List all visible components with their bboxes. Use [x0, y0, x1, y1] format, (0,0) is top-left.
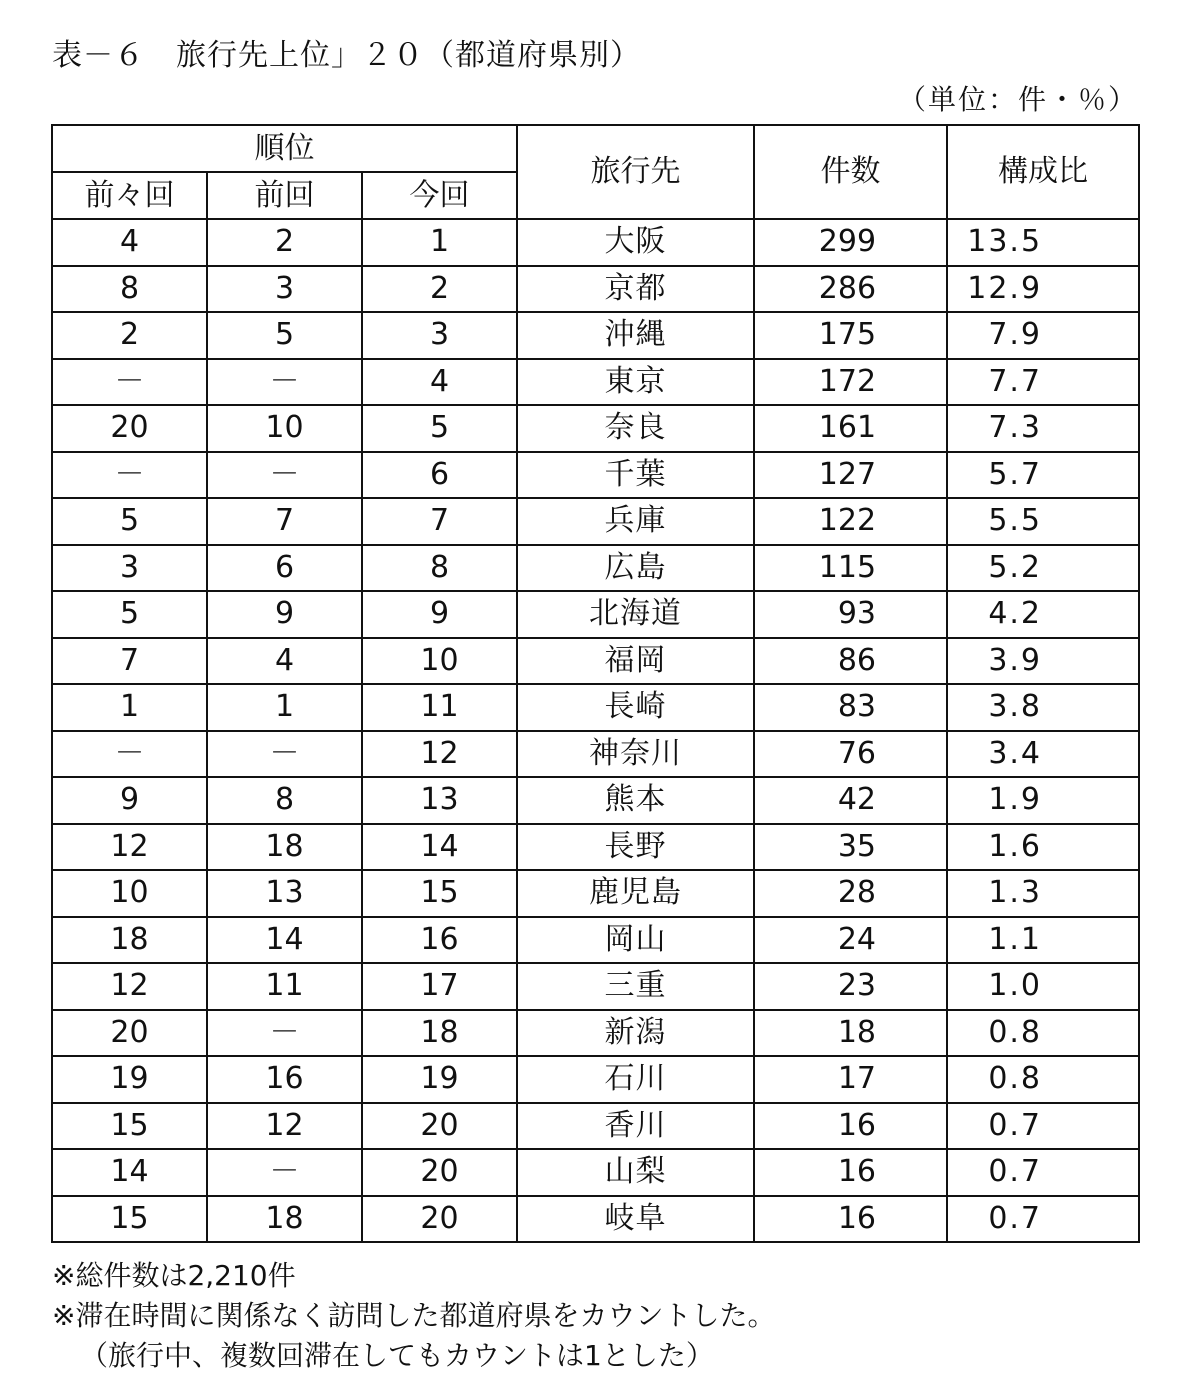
rank-previous-cell: 4: [207, 638, 362, 685]
rank-before-previous-cell: 20: [52, 1010, 207, 1057]
rank-previous-cell: 13: [207, 870, 362, 917]
rank-before-previous-cell: 12: [52, 824, 207, 871]
table-row: [52, 917, 1139, 964]
table-row: [52, 498, 1139, 545]
rank-before-previous-cell: －: [52, 359, 207, 406]
rank-before-previous-cell: 15: [52, 1103, 207, 1150]
ratio-cell: 1.3: [947, 870, 1139, 917]
count-cell: 299: [754, 219, 947, 266]
count-cell: 286: [754, 266, 947, 313]
table-body: [52, 219, 1139, 1242]
count-cell: 86: [754, 638, 947, 685]
count-cell: 17: [754, 1056, 947, 1103]
ratio-cell: 5.7: [947, 452, 1139, 499]
ratio-cell: 7.9: [947, 312, 1139, 359]
table-row: [52, 219, 1139, 266]
rank-current-cell: 4: [362, 359, 517, 406]
ratio-cell: 12.9: [947, 266, 1139, 313]
ratio-cell: 0.7: [947, 1103, 1139, 1150]
ratio-cell: 1.9: [947, 777, 1139, 824]
ratio-cell: 0.8: [947, 1010, 1139, 1057]
table-row: [52, 870, 1139, 917]
count-cell: 16: [754, 1103, 947, 1150]
count-cell: 172: [754, 359, 947, 406]
destination-cell: 鹿児島: [517, 870, 754, 917]
rank-previous-cell: 1: [207, 684, 362, 731]
rank-before-previous-cell: 10: [52, 870, 207, 917]
destination-cell: 京都: [517, 266, 754, 313]
rank-before-previous-cell: 18: [52, 917, 207, 964]
table-row: [52, 731, 1139, 778]
rank-before-previous-cell: 15: [52, 1196, 207, 1243]
rank-current-cell: 20: [362, 1149, 517, 1196]
table-row: [52, 684, 1139, 731]
count-cell: 127: [754, 452, 947, 499]
ratio-cell: 0.7: [947, 1149, 1139, 1196]
destination-cell: 大阪: [517, 219, 754, 266]
table-row: [52, 359, 1139, 406]
count-cell: 76: [754, 731, 947, 778]
rank-before-previous-cell: －: [52, 731, 207, 778]
rank-previous-cell: 18: [207, 824, 362, 871]
rank-previous-cell: 5: [207, 312, 362, 359]
rank-before-previous-cell: 7: [52, 638, 207, 685]
destination-cell: 奈良: [517, 405, 754, 452]
rank-before-previous-cell: 20: [52, 405, 207, 452]
rank-current-cell: 3: [362, 312, 517, 359]
count-cell: 161: [754, 405, 947, 452]
rank-before-previous-cell: 9: [52, 777, 207, 824]
ratio-cell: 1.1: [947, 917, 1139, 964]
rank-previous-cell: 18: [207, 1196, 362, 1243]
destination-cell: 岡山: [517, 917, 754, 964]
count-cell: 28: [754, 870, 947, 917]
rank-current-cell: 20: [362, 1196, 517, 1243]
ratio-cell: 5.2: [947, 545, 1139, 592]
count-header: 件数: [754, 125, 947, 219]
destination-cell: 香川: [517, 1103, 754, 1150]
destination-cell: 兵庫: [517, 498, 754, 545]
rank-previous-cell: 11: [207, 963, 362, 1010]
count-cell: 83: [754, 684, 947, 731]
table-row: [52, 545, 1139, 592]
rank-previous-cell: －: [207, 1010, 362, 1057]
destination-cell: 神奈川: [517, 731, 754, 778]
ratio-cell: 0.7: [947, 1196, 1139, 1243]
destination-cell: 福岡: [517, 638, 754, 685]
rank-before-previous-cell: 12: [52, 963, 207, 1010]
table-row: [52, 1149, 1139, 1196]
table-title: 表－６ 旅行先上位」２０（都道府県別）: [52, 38, 641, 73]
rank-before-previous-cell: 4: [52, 219, 207, 266]
footnote-counting-rule: ※滞在時間に関係なく訪問した都道府県をカウントした。: [52, 1299, 776, 1332]
table-row: [52, 405, 1139, 452]
ratio-cell: 1.6: [947, 824, 1139, 871]
table-row: [52, 1103, 1139, 1150]
destination-cell: 石川: [517, 1056, 754, 1103]
destination-cell: 熊本: [517, 777, 754, 824]
rank-before-previous-cell: 5: [52, 498, 207, 545]
rank-header: 順位: [52, 125, 517, 172]
rank-current-cell: 1: [362, 219, 517, 266]
rank-current-cell: 7: [362, 498, 517, 545]
rank-current-cell: 15: [362, 870, 517, 917]
rank-before-previous-header: 前々回: [52, 172, 207, 219]
rank-previous-cell: －: [207, 452, 362, 499]
count-cell: 16: [754, 1196, 947, 1243]
rank-current-cell: 17: [362, 963, 517, 1010]
count-cell: 122: [754, 498, 947, 545]
rank-previous-cell: 9: [207, 591, 362, 638]
rank-current-cell: 14: [362, 824, 517, 871]
rank-current-cell: 12: [362, 731, 517, 778]
footnote-total: ※総件数は2,210件: [52, 1259, 296, 1292]
count-cell: 18: [754, 1010, 947, 1057]
destination-cell: 長崎: [517, 684, 754, 731]
rank-previous-cell: －: [207, 731, 362, 778]
table-row: [52, 1056, 1139, 1103]
rank-current-header: 今回: [362, 172, 517, 219]
count-cell: 35: [754, 824, 947, 871]
rank-previous-cell: 6: [207, 545, 362, 592]
ratio-cell: 7.7: [947, 359, 1139, 406]
rank-previous-cell: 7: [207, 498, 362, 545]
rank-before-previous-cell: 5: [52, 591, 207, 638]
rank-before-previous-cell: －: [52, 452, 207, 499]
table-row: [52, 963, 1139, 1010]
table-row: [52, 824, 1139, 871]
rank-previous-cell: 8: [207, 777, 362, 824]
rank-current-cell: 20: [362, 1103, 517, 1150]
ratio-cell: 5.5: [947, 498, 1139, 545]
destination-cell: 広島: [517, 545, 754, 592]
count-cell: 115: [754, 545, 947, 592]
rank-before-previous-cell: 2: [52, 312, 207, 359]
table-row: [52, 1196, 1139, 1243]
destination-cell: 北海道: [517, 591, 754, 638]
rank-current-cell: 18: [362, 1010, 517, 1057]
destination-cell: 長野: [517, 824, 754, 871]
ratio-cell: 4.2: [947, 591, 1139, 638]
footnote-multiple-stays: （旅行中、複数回滞在してもカウントは1とした）: [80, 1339, 714, 1372]
destination-cell: 新潟: [517, 1010, 754, 1057]
rank-current-cell: 9: [362, 591, 517, 638]
destination-header: 旅行先: [517, 125, 754, 219]
rank-previous-cell: 3: [207, 266, 362, 313]
unit-label: （単位：件・％）: [897, 83, 1138, 116]
ratio-cell: 0.8: [947, 1056, 1139, 1103]
rank-before-previous-cell: 1: [52, 684, 207, 731]
rank-previous-cell: －: [207, 1149, 362, 1196]
rank-previous-cell: 16: [207, 1056, 362, 1103]
ratio-cell: 13.5: [947, 219, 1139, 266]
rank-before-previous-cell: 14: [52, 1149, 207, 1196]
rank-current-cell: 5: [362, 405, 517, 452]
table-row: [52, 266, 1139, 313]
rank-previous-cell: 10: [207, 405, 362, 452]
table-row: [52, 312, 1139, 359]
rank-before-previous-cell: 3: [52, 545, 207, 592]
rank-previous-header: 前回: [207, 172, 362, 219]
rank-current-cell: 10: [362, 638, 517, 685]
table-row: [52, 591, 1139, 638]
destination-cell: 東京: [517, 359, 754, 406]
rank-previous-cell: 14: [207, 917, 362, 964]
ratio-cell: 1.0: [947, 963, 1139, 1010]
destination-cell: 沖縄: [517, 312, 754, 359]
count-cell: 23: [754, 963, 947, 1010]
table-row: [52, 1010, 1139, 1057]
ratio-cell: 3.4: [947, 731, 1139, 778]
rank-current-cell: 19: [362, 1056, 517, 1103]
count-cell: 42: [754, 777, 947, 824]
destination-ranking-table: [51, 124, 1140, 1243]
count-cell: 24: [754, 917, 947, 964]
rank-current-cell: 6: [362, 452, 517, 499]
rank-previous-cell: －: [207, 359, 362, 406]
rank-before-previous-cell: 8: [52, 266, 207, 313]
count-cell: 16: [754, 1149, 947, 1196]
count-cell: 93: [754, 591, 947, 638]
rank-before-previous-cell: 19: [52, 1056, 207, 1103]
rank-current-cell: 11: [362, 684, 517, 731]
table-row: [52, 452, 1139, 499]
rank-previous-cell: 12: [207, 1103, 362, 1150]
table-row: [52, 638, 1139, 685]
rank-current-cell: 8: [362, 545, 517, 592]
destination-cell: 千葉: [517, 452, 754, 499]
table-row: [52, 777, 1139, 824]
rank-current-cell: 13: [362, 777, 517, 824]
ratio-cell: 3.8: [947, 684, 1139, 731]
ratio-header: 構成比: [947, 125, 1139, 219]
ratio-cell: 3.9: [947, 638, 1139, 685]
destination-cell: 岐阜: [517, 1196, 754, 1243]
footnotes: [52, 1256, 775, 1376]
ratio-cell: 7.3: [947, 405, 1139, 452]
rank-current-cell: 2: [362, 266, 517, 313]
count-cell: 175: [754, 312, 947, 359]
rank-previous-cell: 2: [207, 219, 362, 266]
destination-cell: 山梨: [517, 1149, 754, 1196]
destination-cell: 三重: [517, 963, 754, 1010]
rank-current-cell: 16: [362, 917, 517, 964]
